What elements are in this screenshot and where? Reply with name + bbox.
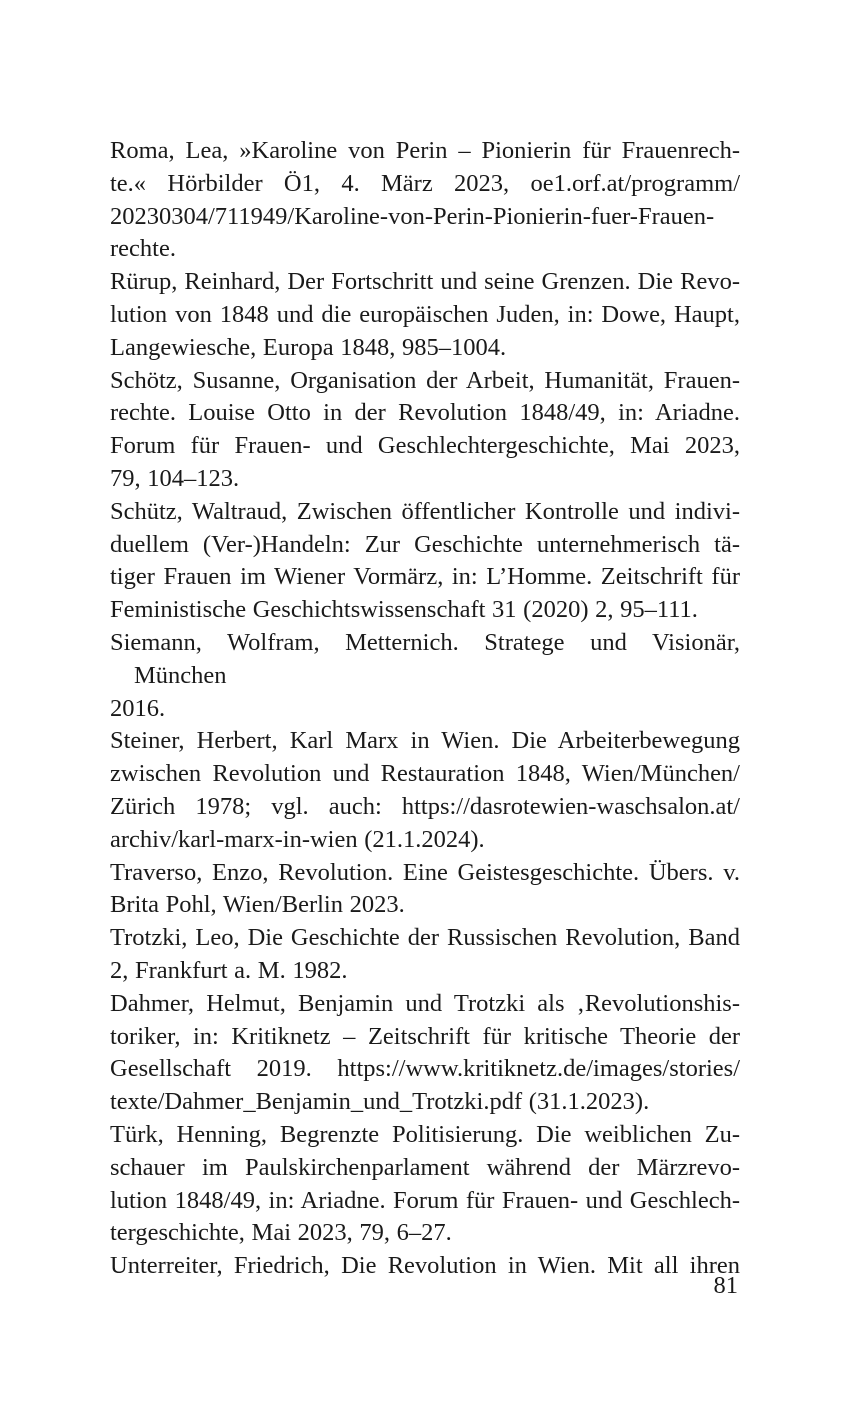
entry-line: Roma, Lea, »Karoline von Perin – Pionierin für Frauenrech- xyxy=(110,137,740,164)
entry-line: Steiner, Herbert, Karl Marx in Wien. Die Arbeiterbewegung xyxy=(110,727,740,755)
entry-line: tergeschichte, Mai 2023, 79, 6–27. xyxy=(110,1219,452,1247)
entry-line: duellem (Ver-)Handeln: Zur Geschichte unternehmerisch tä- xyxy=(110,530,740,558)
entry-line: tiger Frauen im Wiener Vormärz, in: L’Homme. Zeitschrift für xyxy=(110,563,740,591)
entry-line: texte/Dahmer_Benjamin_und_Trotzki.pdf (31.1.2023). xyxy=(110,1088,650,1116)
bibliography-entry xyxy=(110,1250,740,1283)
entry-line: 2016. xyxy=(110,694,166,722)
bibliography-entry xyxy=(110,627,740,725)
entry-line: Brita Pohl, Wien/Berlin 2023. xyxy=(110,891,405,919)
entry-line: toriker, in: Kritiknetz – Zeitschrift für kritische Theorie der xyxy=(110,1022,740,1050)
entry-line: 79, 104–123. xyxy=(110,464,240,492)
bibliography-list xyxy=(110,135,740,1283)
entry-line: Gesellschaft 2019. https://www.kritiknetz.de/images/stories/ xyxy=(110,1055,740,1083)
entry-line: lution von 1848 und die europäischen Juden, in: Dowe, Haupt, xyxy=(110,300,740,328)
bibliography-entry xyxy=(110,266,740,364)
bibliography-entry xyxy=(110,725,740,856)
entry-line: Unterreiter, Friedrich, Die Revolution in Wien. Mit all ihren xyxy=(110,1252,740,1280)
entry-line: Rürup, Reinhard, Der Fortschritt und seine Grenzen. Die Revo- xyxy=(110,268,740,296)
entry-line: Schötz, Susanne, Organisation der Arbeit, Humanität, Frauen- xyxy=(110,366,740,394)
entry-line: rechte. xyxy=(110,235,176,263)
entry-line: Siemann, Wolfram, Metternich. Stratege und Visionär, München xyxy=(110,628,740,689)
bibliography-entry xyxy=(110,496,740,627)
entry-line: rechte. Louise Otto in der Revolution 1848/49, in: Ariadne. xyxy=(110,399,740,427)
bibliography-entry xyxy=(110,365,740,496)
bibliography-entry xyxy=(110,1119,740,1250)
entry-line: Forum für Frauen- und Geschlechtergeschichte, Mai 2023, xyxy=(110,432,740,460)
bibliography-entry xyxy=(110,135,740,266)
entry-line: schauer im Paulskirchenparlament während der Märzrevo- xyxy=(110,1153,740,1181)
entry-line: Zürich 1978; vgl. auch: https://dasrotewien-waschsalon.at/ xyxy=(110,792,740,820)
entry-line: archiv/karl-marx-in-wien (21.1.2024). xyxy=(110,825,485,853)
entry-line: 20230304/711949/Karoline-von-Perin-Pionierin-fuer-Frauen- xyxy=(110,202,715,230)
entry-line: Türk, Henning, Begrenzte Politisierung. Die weiblichen Zu- xyxy=(110,1120,740,1148)
page-number: 81 xyxy=(713,1272,738,1299)
bibliography-entry xyxy=(110,988,740,1119)
entry-line: lution 1848/49, in: Ariadne. Forum für Frauen- und Geschlech- xyxy=(110,1186,740,1214)
bibliography-entry xyxy=(110,857,740,923)
entry-line: Trotzki, Leo, Die Geschichte der Russischen Revolution, Band xyxy=(110,924,740,952)
entry-line: te.« Hörbilder Ö1, 4. März 2023, oe1.orf.at/programm/ xyxy=(110,169,740,197)
entry-line: Feministische Geschichtswissenschaft 31 (2020) 2, 95–111. xyxy=(110,596,698,624)
bibliography-entry xyxy=(110,922,740,988)
entry-line: Traverso, Enzo, Revolution. Eine Geistesgeschichte. Übers. v. xyxy=(110,858,740,886)
entry-line: zwischen Revolution und Restauration 1848, Wien/München/ xyxy=(110,760,740,788)
entry-line: 2, Frankfurt a. M. 1982. xyxy=(110,956,348,984)
entry-line: Dahmer, Helmut, Benjamin und Trotzki als ‚Revolutionshis- xyxy=(110,989,740,1017)
entry-line: Langewiesche, Europa 1848, 985–1004. xyxy=(110,333,507,361)
entry-line: Schütz, Waltraud, Zwischen öffentlicher Kontrolle und indivi- xyxy=(110,497,740,525)
